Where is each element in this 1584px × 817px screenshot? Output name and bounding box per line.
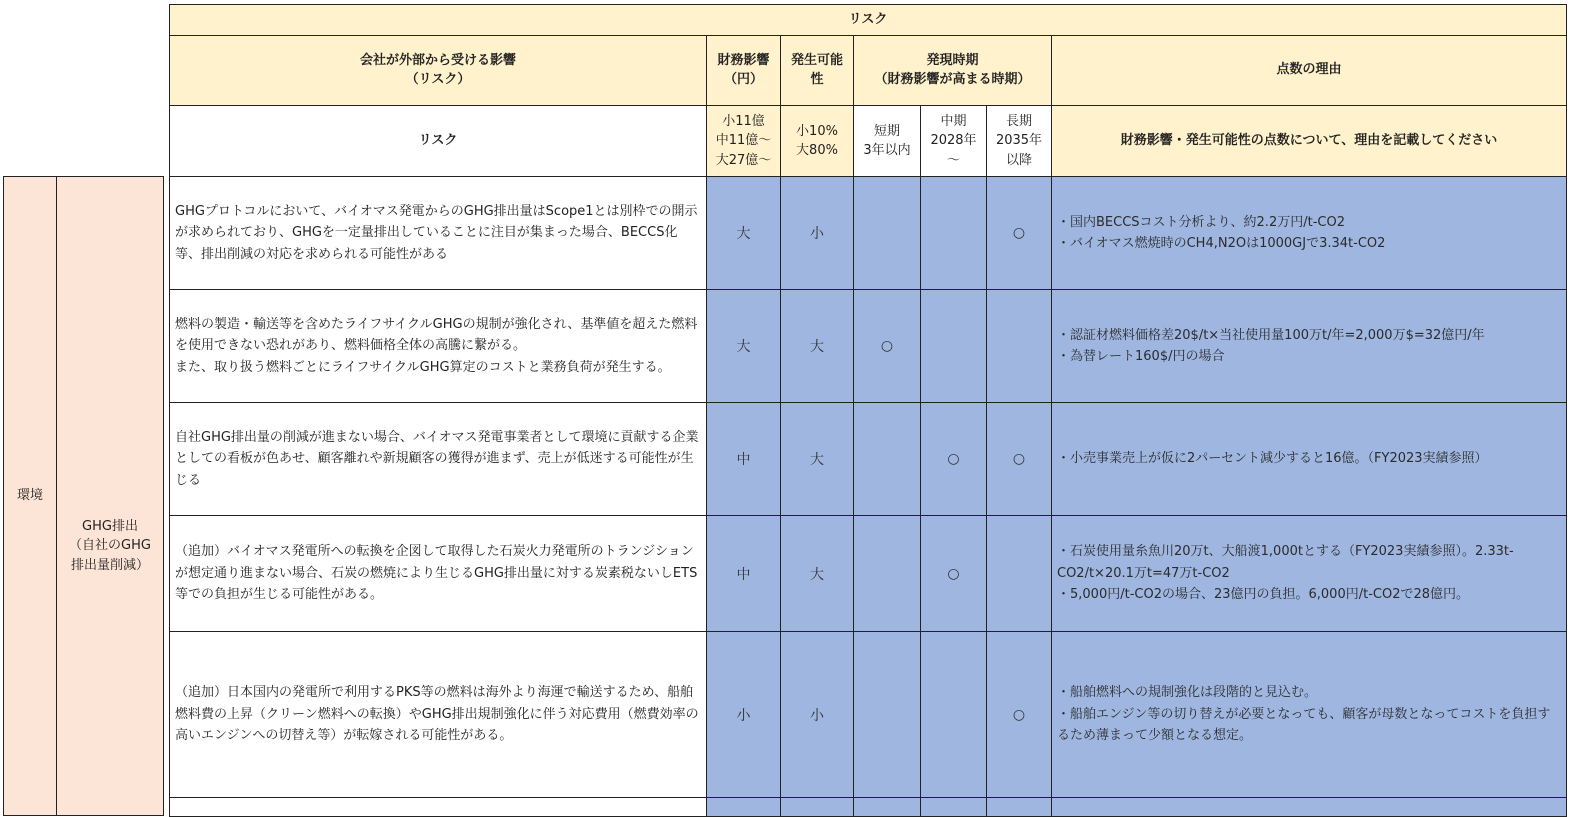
next-row-risk-cell [169, 797, 707, 817]
probability-value: 大 [780, 289, 854, 403]
mid-term-cell: 中期 2028年 ～ [920, 105, 987, 177]
financial-header-cell: 財務影響 （円） [706, 35, 781, 106]
long-term-mark: ○ [986, 402, 1052, 516]
long-term-mark [986, 515, 1052, 632]
reason-text: ・国内BECCSコスト分析より、約2.2万円/t-CO2 ・バイオマス燃焼時のCH4,N2Oは1000GJで3.34t-CO2 [1051, 176, 1567, 290]
mid-term-mark [920, 289, 987, 403]
financial-impact-value: 大 [706, 176, 781, 290]
long-term-mark: ○ [986, 631, 1052, 798]
reason-text: ・石炭使用量糸魚川20万t、大船渡1,000tとする（FY2023実績参照）。2.33t-CO2/t×20.1万t=47万t-CO2 ・5,000円/t-CO2の場合、23億円の負担。6,000円/t-CO2で28億円。 [1051, 515, 1567, 632]
mid-term-mark: ○ [920, 402, 987, 516]
risk-text: GHGプロトコルにおいて、バイオマス発電からのGHG排出量はScope1とは別枠での開示が求められており、GHGを一定量排出していることに注目が集まった場合、BECCS化等、排出削減の対応を求められる可能性がある [169, 176, 707, 290]
financial-impact-value: 中 [706, 515, 781, 632]
reason-text: ・認証材燃料価格差20$/t×当社使用量100万t/年=2,000万$=32億円/年 ・為替レート160$/円の場合 [1051, 289, 1567, 403]
long-term-mark: ○ [986, 176, 1052, 290]
risk-text: （追加）バイオマス発電所への転換を企図して取得した石炭火力発電所のトランジションが想定通り進まない場合、石炭の燃焼により生じるGHG排出量に対する炭素税ないしETS等での負担が生じる可能性がある。 [169, 515, 707, 632]
probability-value: 大 [780, 515, 854, 632]
impact-header-cell: 会社が外部から受ける影響 （リスク） [169, 35, 707, 106]
next-row-long-cell [986, 797, 1052, 817]
financial-impact-value: 小 [706, 631, 781, 798]
probability-value: 小 [780, 631, 854, 798]
probability-scale-cell: 小10% 大80% [780, 105, 854, 177]
financial-impact-value: 中 [706, 402, 781, 516]
next-row-probability-cell [780, 797, 854, 817]
mid-term-mark [920, 176, 987, 290]
risk-text: 燃料の製造・輸送等を含めたライフサイクルGHGの規制が強化され、基準値を超えた燃料を使用できない恐れがあり、燃料価格全体の高騰に繋がる。 また、取り扱う燃料ごとにライフサイクルGHG算定のコストと業務負荷が発生する。 [169, 289, 707, 403]
reason-text: ・小売事業売上が仮に2パーセント減少すると16億。（FY2023実績参照） [1051, 402, 1567, 516]
short-term-cell: 短期 3年以内 [853, 105, 921, 177]
long-term-cell: 長期 2035年 以降 [986, 105, 1052, 177]
financial-impact-value: 大 [706, 289, 781, 403]
short-term-mark [853, 402, 921, 516]
risk-title-cell: リスク [169, 4, 1567, 36]
risk-column-label: リスク [169, 105, 707, 177]
short-term-mark [853, 631, 921, 798]
short-term-mark: ○ [853, 289, 921, 403]
reason-text: ・船舶燃料への規制強化は段階的と見込む。 ・船舶エンジン等の切り替えが必要となっても、顧客が母数となってコストを負担するため薄まって少額となる想定。 [1051, 631, 1567, 798]
mid-term-mark: ○ [920, 515, 987, 632]
probability-value: 小 [780, 176, 854, 290]
next-row-mid-cell [920, 797, 987, 817]
short-term-mark [853, 176, 921, 290]
mid-term-mark [920, 631, 987, 798]
risk-text: 自社GHG排出量の削減が進まない場合、バイオマス発電事業者として環境に貢献する企業としての看板が色あせ、顧客離れや新規顧客の獲得が進まず、売上が低迷する可能性が生じる [169, 402, 707, 516]
timing-header-cell: 発現時期 （財務影響が高まる時期） [853, 35, 1052, 106]
next-row-financial-cell [706, 797, 781, 817]
category-sub-cell: GHG排出 （自社のGHG 排出量削減） [56, 176, 164, 816]
next-row-short-cell [853, 797, 921, 817]
short-term-mark [853, 515, 921, 632]
next-row-reason-cell [1051, 797, 1567, 817]
reason-header-cell: 点数の理由 [1051, 35, 1567, 106]
financial-scale-cell: 小11億 中11億～ 大27億～ [706, 105, 781, 177]
reason-instruction-cell: 財務影響・発生可能性の点数について、理由を記載してください [1051, 105, 1567, 177]
category-main-cell: 環境 [3, 176, 57, 816]
risk-text: （追加）日本国内の発電所で利用するPKS等の燃料は海外より海運で輸送するため、船舶燃料費の上昇（クリーン燃料への転換）やGHG排出規制強化に伴う対応費用（燃費効率の高いエンジンへの切替え等）が転嫁される可能性がある。 [169, 631, 707, 798]
long-term-mark [986, 289, 1052, 403]
probability-header-cell: 発生可能 性 [780, 35, 854, 106]
probability-value: 大 [780, 402, 854, 516]
